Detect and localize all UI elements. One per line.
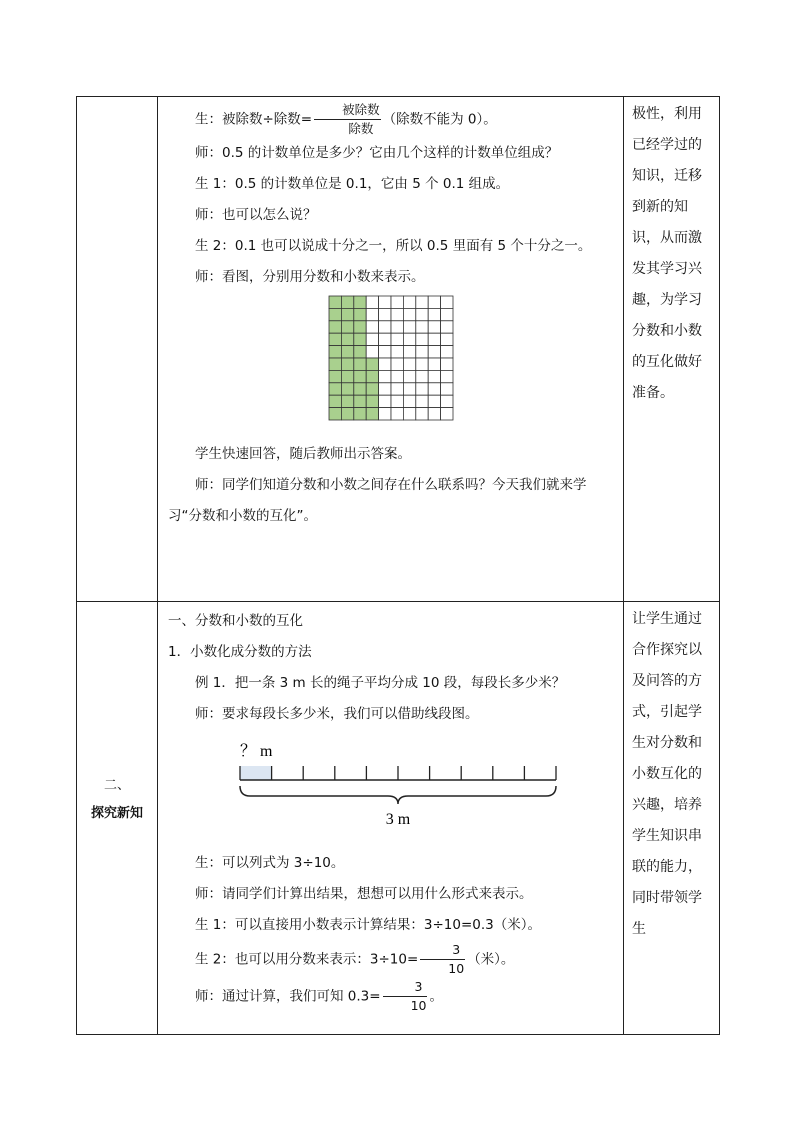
stage-number: 二、 xyxy=(103,778,130,793)
grid-cell xyxy=(403,321,415,333)
grid-cell xyxy=(391,395,403,407)
grid-cell xyxy=(366,296,378,308)
grid-cell-shaded xyxy=(341,296,353,308)
grid-cell-shaded xyxy=(354,321,366,333)
grid-cell-shaded xyxy=(354,308,366,320)
grid-cell xyxy=(379,370,391,382)
subsection-heading: 1．小数化成分数的方法 xyxy=(168,644,312,660)
grid-cell-shaded xyxy=(366,408,378,420)
grid-cell xyxy=(403,308,415,320)
grid-cell-shaded xyxy=(329,296,341,308)
grid-cell xyxy=(391,321,403,333)
content-cell xyxy=(158,97,624,602)
grid-cell xyxy=(416,370,428,382)
grid-cell xyxy=(428,383,440,395)
grid-cell xyxy=(441,321,453,333)
grid-cell xyxy=(416,296,428,308)
grid-cell xyxy=(416,346,428,358)
content-cell xyxy=(158,602,624,1035)
grid-cell-shaded xyxy=(354,296,366,308)
grid-cell-shaded xyxy=(354,370,366,382)
grid-cell xyxy=(441,296,453,308)
stage-title: 探究新知 xyxy=(90,806,143,821)
design-note: 让学生通过合作探究以及问答的方式，引起学生对分数和小数互化的兴趣，培养学生知识串联的能力，同时带领学生 xyxy=(632,611,702,937)
grid-cell xyxy=(428,296,440,308)
grid-cell xyxy=(403,395,415,407)
grid-cell-shaded xyxy=(354,333,366,345)
text-line: 师：0.5 的计数单位是多少？它由几个这样的计数单位组成？ xyxy=(195,145,559,161)
grid-cell xyxy=(441,333,453,345)
grid-cell xyxy=(441,395,453,407)
grid-cell xyxy=(391,408,403,420)
grid-cell xyxy=(379,296,391,308)
grid-cell xyxy=(441,358,453,370)
grid-cell-shaded xyxy=(366,395,378,407)
segment-bottom-label: 3 m xyxy=(385,811,411,828)
grid-cell-shaded xyxy=(354,358,366,370)
table-row xyxy=(77,602,720,1035)
grid-cell xyxy=(379,395,391,407)
grid-cell-shaded xyxy=(366,370,378,382)
grid-cell-shaded xyxy=(354,383,366,395)
table-row xyxy=(77,97,720,602)
text-line: 生：被除数÷除数= $\frac{\text{被除数}}{\text{除数}}$ （除数不能为 0）。 xyxy=(195,102,497,136)
segment-highlight xyxy=(240,766,272,780)
note-cell xyxy=(624,602,720,1035)
grid-cell xyxy=(403,346,415,358)
grid-cell-shaded xyxy=(329,321,341,333)
text-line: 师：请同学们计算出结果，想想可以用什么形式来表示。 xyxy=(195,886,533,902)
grid-cell xyxy=(416,358,428,370)
text-line: 生：可以列式为 3÷10。 xyxy=(195,855,345,871)
grid-cell xyxy=(403,383,415,395)
text-line: 师：看图，分别用分数和小数来表示。 xyxy=(195,269,425,285)
grid-cell xyxy=(366,333,378,345)
grid-cell xyxy=(379,308,391,320)
grid-cell xyxy=(428,321,440,333)
grid-cell xyxy=(391,333,403,345)
grid-cell xyxy=(366,321,378,333)
grid-cell xyxy=(391,296,403,308)
stage-cell xyxy=(77,602,158,1035)
grid-cell xyxy=(416,395,428,407)
grid-cell-shaded xyxy=(341,308,353,320)
text-line: 生 1：可以直接用小数表示计算结果：3÷10=0.3（米）。 xyxy=(195,917,541,933)
grid-cell xyxy=(379,358,391,370)
text-line: 生 1：0.5 的计数单位是 0.1，它由 5 个 0.1 组成。 xyxy=(195,176,510,192)
grid-cell xyxy=(416,408,428,420)
grid-cell xyxy=(441,370,453,382)
grid-cell xyxy=(428,358,440,370)
grid-cell-shaded xyxy=(341,408,353,420)
grid-cell xyxy=(441,383,453,395)
grid-cell xyxy=(428,408,440,420)
fraction: $\frac{\text{被除数}}{\text{除数}}$ xyxy=(314,101,381,138)
grid-cell-shaded xyxy=(329,346,341,358)
text-line: 师：同学们知道分数和小数之间存在什么联系吗？今天我们就来学习“分数和小数的互化”。 xyxy=(168,477,587,524)
grid-cell xyxy=(379,346,391,358)
grid-cell xyxy=(428,395,440,407)
grid-cell-shaded xyxy=(341,321,353,333)
grid-cell xyxy=(379,333,391,345)
text-line: 生 2：也可以用分数来表示：3÷10= $\frac{3}{10}$ （米）。 xyxy=(195,942,515,976)
grid-cell xyxy=(391,358,403,370)
segment-brace xyxy=(240,786,556,804)
grid-cell xyxy=(391,383,403,395)
grid-cell xyxy=(428,308,440,320)
grid-cell xyxy=(403,370,415,382)
grid-cell xyxy=(366,308,378,320)
line-segment-diagram xyxy=(238,736,568,832)
grid-cell xyxy=(428,346,440,358)
grid-cell xyxy=(379,321,391,333)
note-cell xyxy=(624,97,720,602)
grid-cell xyxy=(416,308,428,320)
segment-top-label: ？ m xyxy=(240,743,273,760)
text-line: 学生快速回答，随后教师出示答案。 xyxy=(195,446,411,462)
grid-cell-shaded xyxy=(341,383,353,395)
grid-cell-shaded xyxy=(341,370,353,382)
grid-cell-shaded xyxy=(354,395,366,407)
text-line: 师：也可以怎么说？ xyxy=(195,207,317,223)
fraction: $\frac{3}{10}$ xyxy=(420,941,465,978)
grid-cell-shaded xyxy=(341,346,353,358)
text-line: 生 2：0.1 也可以说成十分之一，所以 0.5 里面有 5 个十分之一。 xyxy=(195,238,592,254)
lesson-table xyxy=(76,96,720,1035)
text-line: 师：通过计算，我们可知 0.3= $\frac{3}{10}$ 。 xyxy=(195,979,443,1013)
fraction: $\frac{3}{10}$ xyxy=(383,978,428,1015)
grid-cell-shaded xyxy=(329,358,341,370)
grid-cell xyxy=(403,408,415,420)
grid-cell xyxy=(416,383,428,395)
design-note: 极性，利用已经学过的知识，迁移到新的知识，从而激发其学习兴趣，为学习分数和小数的互化做好准备。 xyxy=(632,106,702,401)
grid-cell xyxy=(391,370,403,382)
text-line: 例 1．把一条 3 m 长的绳子平均分成 10 段，每段长多少米？ xyxy=(195,675,566,691)
grid-cell xyxy=(366,346,378,358)
grid-cell xyxy=(441,408,453,420)
grid-cell-shaded xyxy=(329,395,341,407)
grid-cell xyxy=(416,321,428,333)
grid-cell xyxy=(391,346,403,358)
segment-ticks xyxy=(240,766,556,780)
grid-cell-shaded xyxy=(329,370,341,382)
grid-cell xyxy=(428,333,440,345)
grid-cell xyxy=(403,333,415,345)
grid-cell-shaded xyxy=(341,395,353,407)
grid-cell xyxy=(391,308,403,320)
text-line: 师：要求每段长多少米，我们可以借助线段图。 xyxy=(195,706,479,722)
grid-cell xyxy=(441,346,453,358)
grid-cell-shaded xyxy=(341,333,353,345)
grid-cell-shaded xyxy=(354,346,366,358)
grid-cell xyxy=(441,308,453,320)
grid-cell-shaded xyxy=(366,383,378,395)
stage-cell xyxy=(77,97,158,602)
grid-cell-shaded xyxy=(329,308,341,320)
grid-cell-shaded xyxy=(354,408,366,420)
grid-cell xyxy=(428,370,440,382)
grid-cell-shaded xyxy=(329,383,341,395)
grid-cell xyxy=(403,358,415,370)
grid-cell xyxy=(379,408,391,420)
grid-cell-shaded xyxy=(341,358,353,370)
grid-cell xyxy=(416,333,428,345)
grid-cell xyxy=(403,296,415,308)
grid-cell-shaded xyxy=(329,408,341,420)
grid-cell xyxy=(379,383,391,395)
section-heading: 一、分数和小数的互化 xyxy=(168,613,303,629)
grid-cell-shaded xyxy=(366,358,378,370)
grid-cell-shaded xyxy=(329,333,341,345)
hundred-grid-figure xyxy=(328,295,454,421)
